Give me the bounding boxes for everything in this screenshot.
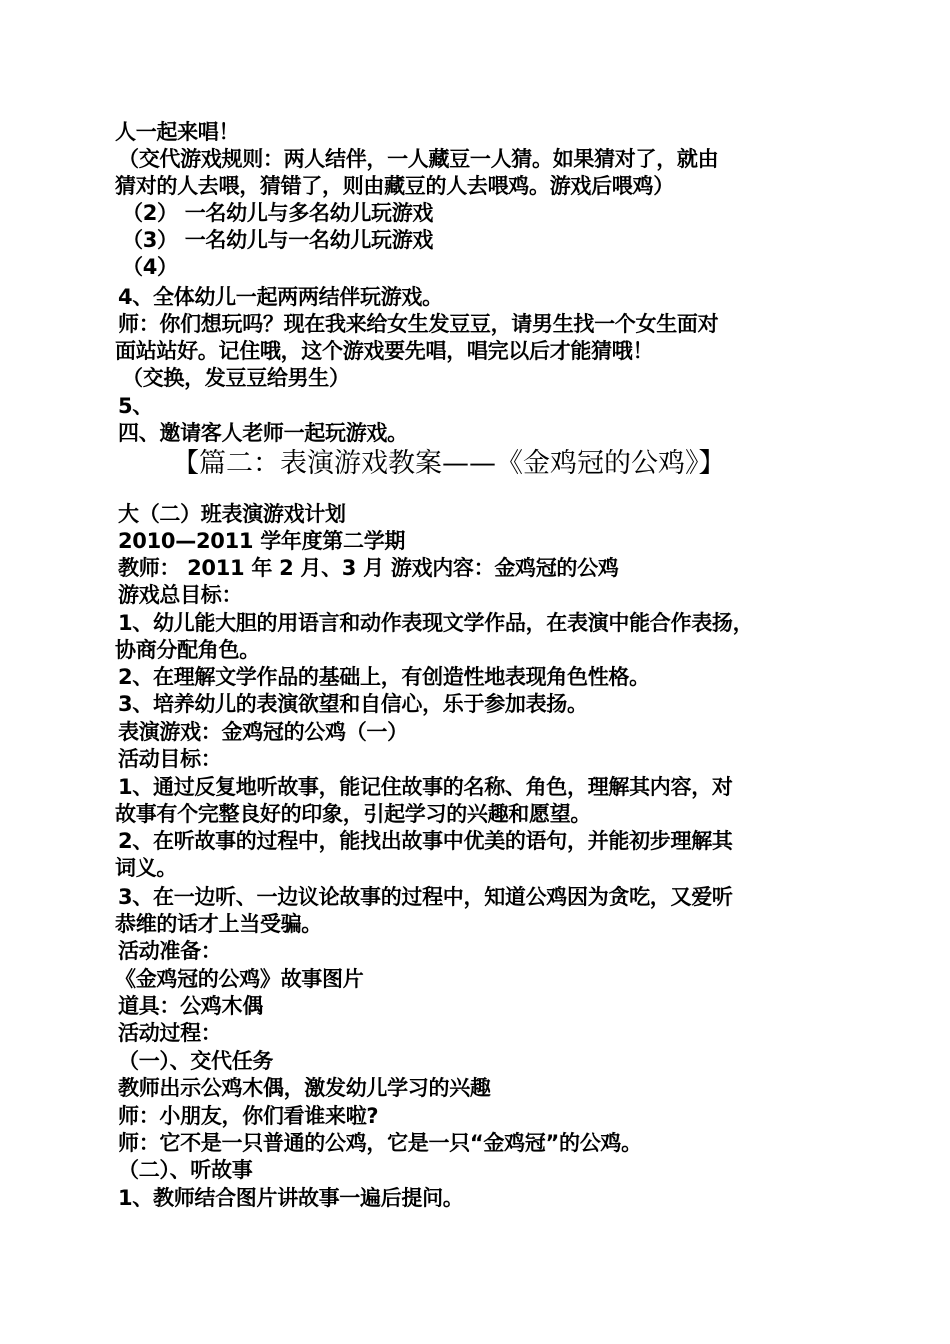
text-line: 1、教师结合图片讲故事一遍后提问。: [118, 1186, 464, 1210]
text-line: 活动准备：: [118, 939, 222, 963]
text-line: 道具：公鸡木偶: [118, 994, 263, 1018]
text-line: （2） 一名幼儿与多名幼儿玩游戏: [122, 201, 434, 225]
text-line: 1、通过反复地听故事，能记住故事的名称、角色，理解其内容，对: [118, 775, 733, 799]
text-line: 师：你们想玩吗？现在我来给女生发豆豆，请男生找一个女生面对: [118, 312, 719, 336]
text-line: 故事有个完整良好的印象，引起学习的兴趣和愿望。: [115, 802, 592, 826]
text-line: 《金鸡冠的公鸡》故事图片: [115, 967, 364, 991]
text-line: 2、在听故事的过程中，能找出故事中优美的语句，并能初步理解其: [118, 829, 733, 853]
text-line: 猜对的人去喂，猜错了，则由藏豆的人去喂鸡。游戏后喂鸡）: [115, 174, 674, 198]
text-line: 5、: [118, 394, 154, 418]
text-line: 2、在理解文学作品的基础上，有创造性地表现角色性格。: [118, 665, 650, 689]
text-line: 恭维的话才上当受骗。: [115, 912, 322, 936]
text-line: （3） 一名幼儿与一名幼儿玩游戏: [122, 228, 434, 252]
text-line: 人一起来唱！: [115, 120, 240, 144]
section-heading: 【篇二：表演游戏教案——《金鸡冠的公鸡》】: [172, 448, 726, 479]
text-line: 词义。: [115, 856, 178, 880]
text-line: 表演游戏：金鸡冠的公鸡（一）: [118, 720, 408, 744]
text-line: （一）、交代任务: [118, 1049, 274, 1073]
text-line: 游戏总目标：: [118, 583, 243, 607]
text-line: （交换，发豆豆给男生）: [122, 366, 350, 390]
text-line: 面站站好。记住哦，这个游戏要先唱，唱完以后才能猜哦！: [115, 339, 654, 363]
text-line: （交代游戏规则：两人结伴，一人藏豆一人猜。如果猜对了，就由: [118, 147, 719, 171]
text-line: （二）、听故事: [118, 1158, 253, 1182]
text-line: （4）: [122, 255, 178, 279]
text-line: 协商分配角色。: [115, 638, 260, 662]
text-line: 2010—2011 学年度第二学期: [118, 529, 406, 553]
text-line: 1、幼儿能大胆的用语言和动作表现文学作品，在表演中能合作表扬，: [118, 611, 754, 635]
text-line: 师：它不是一只普通的公鸡，它是一只“金鸡冠”的公鸡。: [118, 1131, 642, 1155]
text-line: 教师： 2011 年 2 月、3 月 游戏内容：金鸡冠的公鸡: [118, 556, 619, 580]
text-line: 3、在一边听、一边议论故事的过程中，知道公鸡因为贪吃，又爱听: [118, 885, 733, 909]
text-line: 大（二）班表演游戏计划: [118, 502, 346, 526]
text-line: 活动过程：: [118, 1021, 222, 1045]
text-line: 活动目标：: [118, 747, 222, 771]
text-line: 教师出示公鸡木偶，激发幼儿学习的兴趣: [118, 1076, 491, 1100]
text-line: 4、全体幼儿一起两两结伴玩游戏。: [118, 285, 443, 309]
text-line: 师：小朋友，你们看谁来啦?: [118, 1104, 379, 1128]
text-line: 3、培养幼儿的表演欲望和自信心，乐于参加表扬。: [118, 692, 588, 716]
text-line: 四、邀请客人老师一起玩游戏。: [118, 421, 408, 445]
